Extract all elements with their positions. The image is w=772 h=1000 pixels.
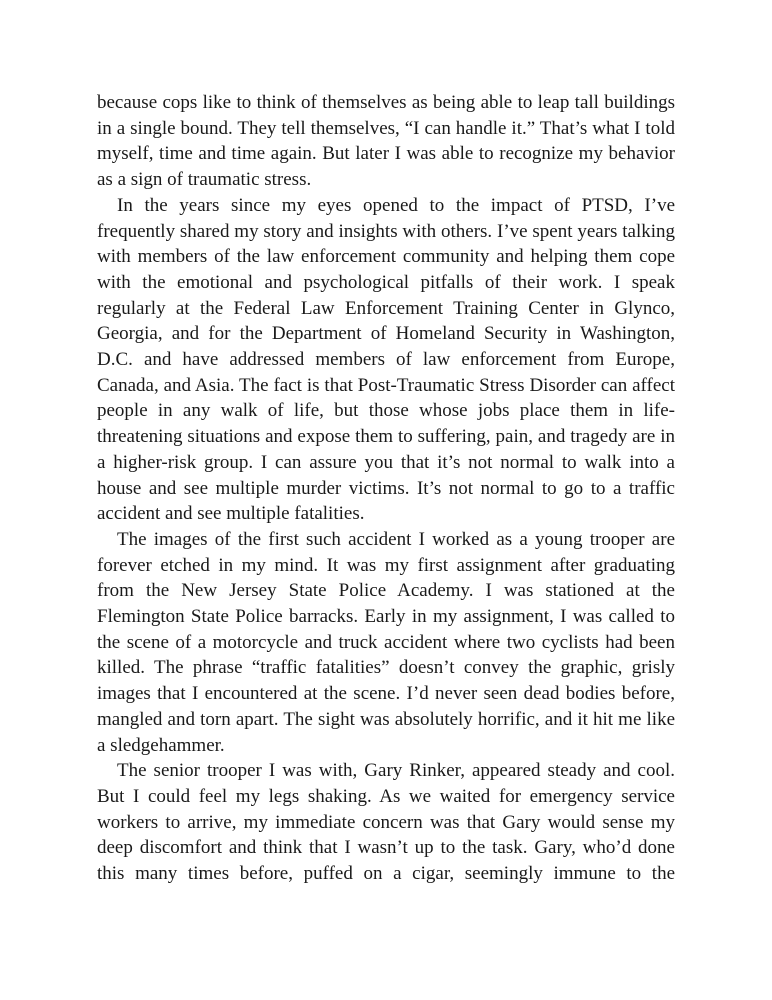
page-body: [97, 90, 675, 887]
paragraph-continued: because cops like to think of themselves as being able to leap tall buildings in a single bound. They tell themselves, “I can handle it.” That’s what I told myself, time and time again. But later I was able to recognize my behavior as a sign of traumatic stress.: [97, 92, 675, 191]
paragraph-ptsd-impact: In the years since my eyes opened to the impact of PTSD, I’ve frequently shared my story and insights with others. I’ve spent years talking with members of the law enforcement community and helping them cope with the emotional and psychological pitfalls of their work. I speak regularly at the Federal Law Enforcement Training Center in Glynco, Georgia, and for the Department of Homeland Security in Washington, D.C. and have addressed members of law enforcement from Europe, Canada, and Asia. The fact is that Post-Traumatic Stress Disorder can affect people in any walk of life, but those whose jobs place them in life-threatening situations and expose them to suffering, pain, and tragedy are in a higher-risk group. I can assure you that it’s not normal to walk into a house and see multiple murder victims. It’s not normal to go to a traffic accident and see multiple fatalities.: [97, 194, 675, 525]
paragraph-first-accident: The images of the first such accident I worked as a young trooper are forever etched in my mind. It was my first assignment after graduating from the New Jersey State Police Academy. I was stationed at the Flemington State Police barracks. Early in my assignment, I was called to the scene of a motorcycle and truck accident where two cyclists had been killed. The phrase “traffic fatalities” doesn’t convey the graphic, grisly images that I encountered at the scene. I’d never seen dead bodies before, mangled and torn apart. The sight was absolutely horrific, and it hit me like a sledgehammer.: [97, 528, 675, 756]
paragraph-senior-trooper: The senior trooper I was with, Gary Rinker, appeared steady and cool. But I could feel my legs shaking. As we waited for emergency service workers to arrive, my immediate concern was that Gary would sense my deep discomfort and think that I wasn’t up to the task. Gary, who’d done this many times before, puffed on a cigar, seemingly immune to the: [97, 760, 675, 885]
